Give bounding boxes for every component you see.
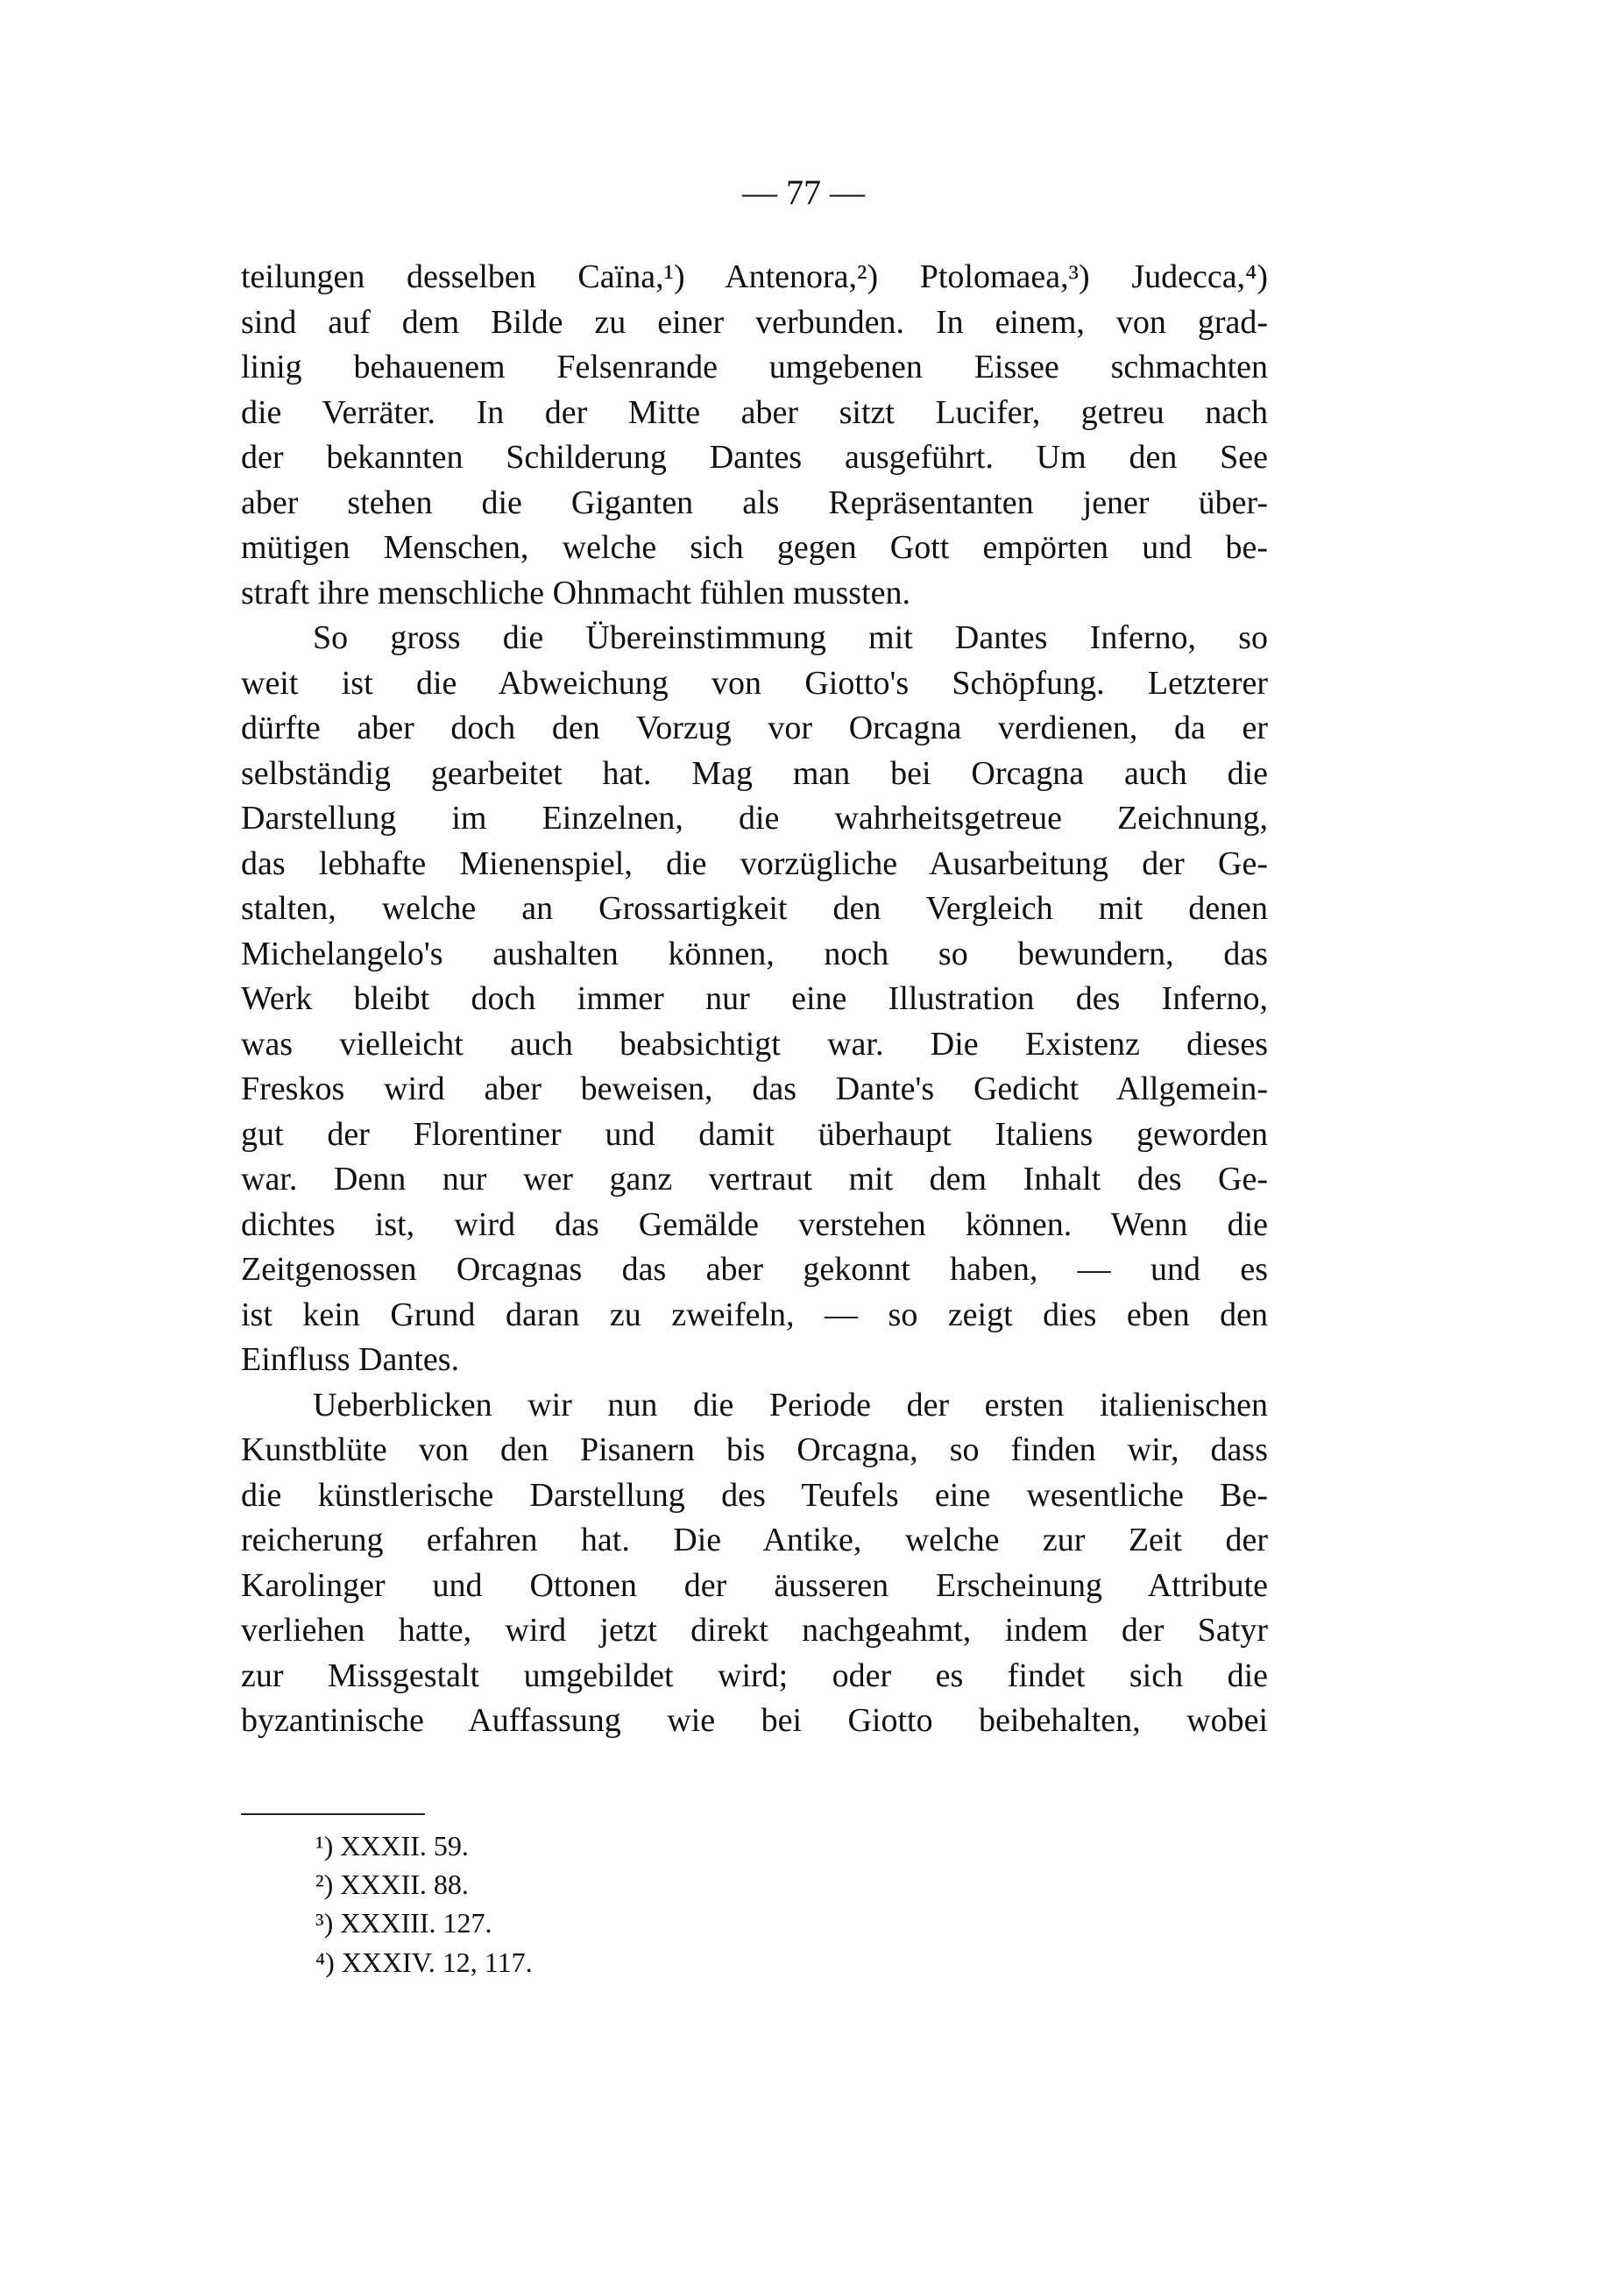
text-line: teilungen desselben Caïna,¹) Antenora,²) Ptolomaea,³) Judecca,⁴) xyxy=(241,258,1268,295)
text-line: straft ihre menschliche Ohnmacht fühlen mussten. xyxy=(241,574,911,611)
text-line: gut der Florentiner und damit überhaupt Italiens geworden xyxy=(241,1115,1268,1153)
text-line: weit ist die Abweichung von Giotto's Schöpfung. Letzterer xyxy=(241,664,1268,702)
text-line: verliehen hatte, wird jetzt direkt nachgeahmt, indem der Satyr xyxy=(241,1612,1268,1649)
text-line: die Verräter. In der Mitte aber sitzt Lucifer, getreu nach xyxy=(241,393,1268,431)
text-line: was vielleicht auch beabsichtigt war. Die Existenz dieses xyxy=(241,1025,1268,1063)
text-line: dürfte aber doch den Vorzug vor Orcagna verdienen, da er xyxy=(241,710,1268,746)
text-line: reicherung erfahren hat. Die Antike, welche zur Zeit der xyxy=(241,1522,1268,1558)
text-line: war. Denn nur wer ganz vertraut mit dem Inhalt des Ge- xyxy=(241,1161,1268,1197)
text-line: aber stehen die Giganten als Repräsentanten jener über- xyxy=(241,484,1268,521)
text-line: Werk bleibt doch immer nur eine Illustration des Inferno, xyxy=(241,980,1268,1017)
footnote: ²) XXXII. 88. xyxy=(315,1869,469,1900)
text-line: sind auf dem Bilde zu einer verbunden. In einem, von grad- xyxy=(241,303,1268,341)
text-line: zur Missgestalt umgebildet wird; oder es findet sich die xyxy=(241,1657,1268,1694)
text-line: ist kein Grund daran zu zweifeln, — so zeigt dies eben den xyxy=(241,1296,1268,1333)
footnote: ³) XXXIII. 127. xyxy=(315,1907,492,1939)
text-line: der bekannten Schilderung Dantes ausgeführt. Um den See xyxy=(241,439,1268,476)
text-line: Karolinger und Ottonen der äusseren Erscheinung Attribute xyxy=(241,1566,1268,1604)
footnote-divider xyxy=(241,1813,425,1815)
text-line: dichtes ist, wird das Gemälde verstehen können. Wenn die xyxy=(241,1205,1268,1243)
text-line: Ueberblicken wir nun die Periode der ersten italienischen xyxy=(313,1386,1268,1424)
text-line: Darstellung im Einzelnen, die wahrheitsgetreue Zeichnung, xyxy=(241,800,1268,837)
page-number: — 77 — xyxy=(742,173,865,212)
footnote: ⁴) XXXIV. 12, 117. xyxy=(315,1946,533,1978)
text-line: linig behauenem Felsenrande umgebenen Eissee schmachten xyxy=(241,349,1268,385)
text-line: selbständig gearbeitet hat. Mag man bei Orcagna auch die xyxy=(241,754,1268,792)
text-line: mütigen Menschen, welche sich gegen Gott empörten und be- xyxy=(241,529,1268,566)
text-line: Freskos wird aber beweisen, das Dante's Gedicht Allgemein- xyxy=(241,1070,1268,1107)
text-line: die künstlerische Darstellung des Teufels eine wesentliche Be- xyxy=(241,1476,1268,1514)
text-line: Einfluss Dantes. xyxy=(241,1341,460,1378)
text-line: byzantinische Auffassung wie bei Giotto beibehalten, wobei xyxy=(241,1702,1268,1739)
footnote: ¹) XXXII. 59. xyxy=(315,1830,469,1862)
text-line: Zeitgenossen Orcagnas das aber gekonnt haben, — und es xyxy=(241,1251,1268,1288)
text-line: stalten, welche an Grossartigkeit den Vergleich mit denen xyxy=(241,890,1268,927)
text-line: Michelangelo's aushalten können, noch so bewundern, das xyxy=(241,935,1268,972)
text-line: Kunstblüte von den Pisanern bis Orcagna, so finden wir, dass xyxy=(241,1431,1268,1468)
text-line: das lebhafte Mienenspiel, die vorzügliche Ausarbeitung der Ge- xyxy=(241,844,1268,882)
text-line: So gross die Übereinstimmung mit Dantes Inferno, so xyxy=(313,619,1268,656)
